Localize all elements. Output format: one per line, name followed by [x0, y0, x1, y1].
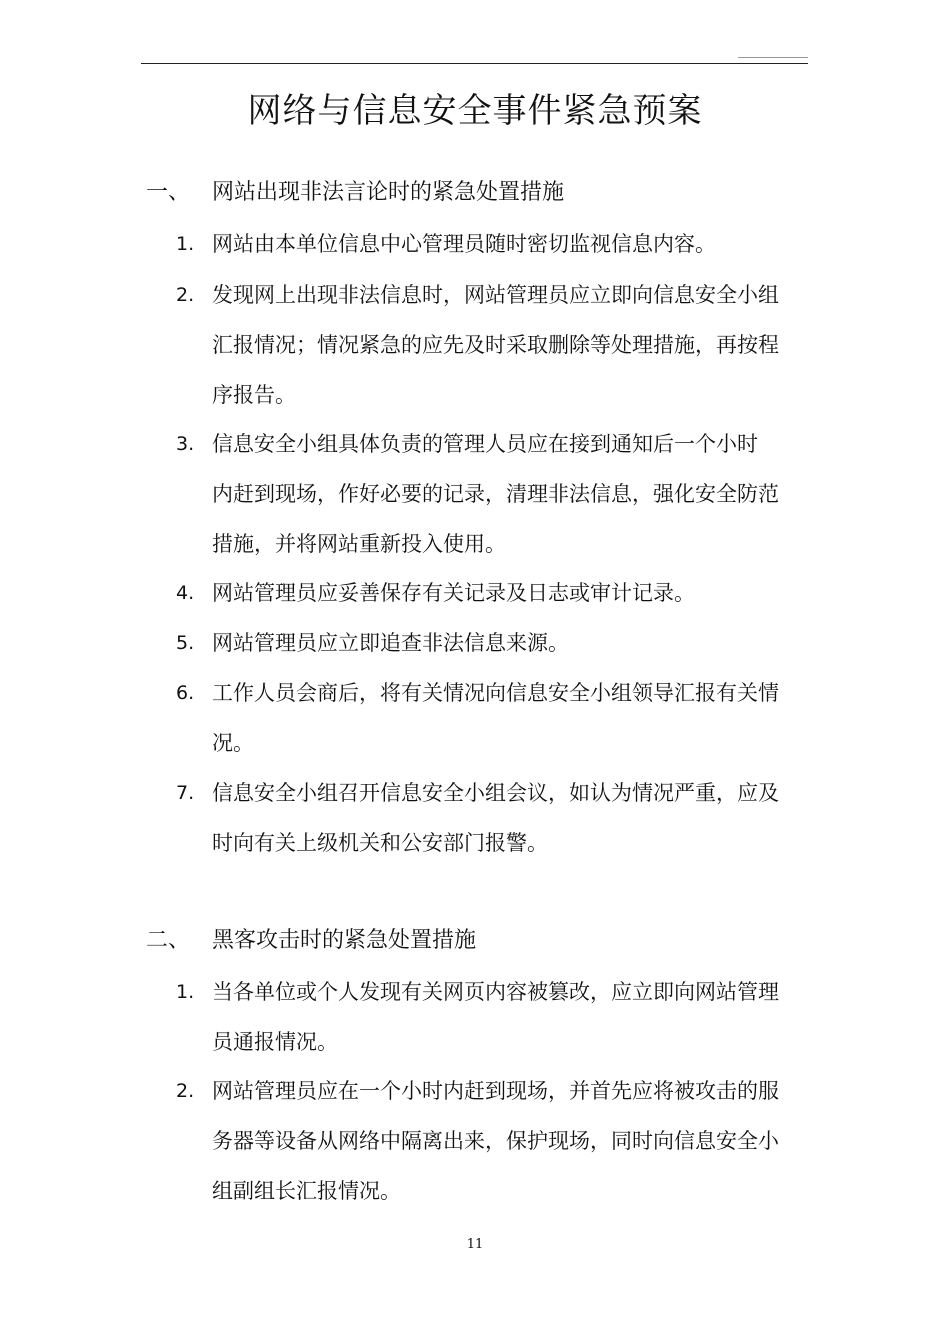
item-text-line: 工作人员会商后，将有关情况向信息安全小组领导汇报有关情	[212, 681, 779, 705]
item-text-line: 信息安全小组召开信息安全小组会议，如认为情况严重，应及	[212, 781, 779, 805]
item-text-line: 组副组长汇报情况。	[212, 1179, 401, 1203]
item-number: 7.	[176, 782, 195, 804]
item-number: 6.	[176, 682, 195, 704]
item-text-line: 况。	[212, 731, 254, 755]
section-title: 黑客攻击时的紧急处置措施	[212, 928, 477, 953]
item-text-line: 当各单位或个人发现有关网页内容被篡改，应立即向网站管理	[212, 980, 779, 1004]
item-number: 5.	[176, 632, 195, 654]
item-text-line: 汇报情况；情况紧急的应先及时采取删除等处理措施，再按程	[212, 333, 779, 357]
item-text-line: 务器等设备从网络中隔离出来，保护现场，同时向信息安全小	[212, 1129, 779, 1153]
item-number: 1.	[176, 233, 195, 255]
section-title: 网站出现非法言论时的紧急处置措施	[212, 180, 565, 205]
item-text-line: 网站管理员应妥善保存有关记录及日志或审计记录。	[212, 581, 695, 605]
item-number: 1.	[176, 981, 195, 1003]
header-rule-short	[738, 57, 808, 58]
item-text-line: 员通报情况。	[212, 1030, 338, 1054]
item-text-line: 措施，并将网站重新投入使用。	[212, 532, 506, 556]
item-number: 2.	[176, 284, 195, 306]
item-text-line: 信息安全小组具体负责的管理人员应在接到通知后一个小时	[212, 432, 758, 456]
item-text-line: 发现网上出现非法信息时，网站管理员应立即向信息安全小组	[212, 283, 779, 307]
item-text-line: 网站管理员应在一个小时内赶到现场，并首先应将被攻击的服	[212, 1079, 779, 1103]
item-number: 2.	[176, 1080, 195, 1102]
document-title: 网络与信息安全事件紧急预案	[247, 91, 703, 131]
item-number: 3.	[176, 433, 195, 455]
item-text-line: 内赶到现场，作好必要的记录，清理非法信息，强化安全防范	[212, 482, 779, 506]
item-text-line: 网站由本单位信息中心管理员随时密切监视信息内容。	[212, 232, 716, 256]
section-number: 二、	[146, 928, 191, 953]
header-rule	[141, 63, 808, 64]
item-number: 4.	[176, 582, 195, 604]
page-number: 11	[466, 1237, 484, 1252]
item-text-line: 网站管理员应立即追查非法信息来源。	[212, 631, 569, 655]
item-text-line: 时向有关上级机关和公安部门报警。	[212, 831, 548, 855]
item-text-line: 序报告。	[212, 383, 296, 407]
section-number: 一、	[146, 180, 191, 205]
